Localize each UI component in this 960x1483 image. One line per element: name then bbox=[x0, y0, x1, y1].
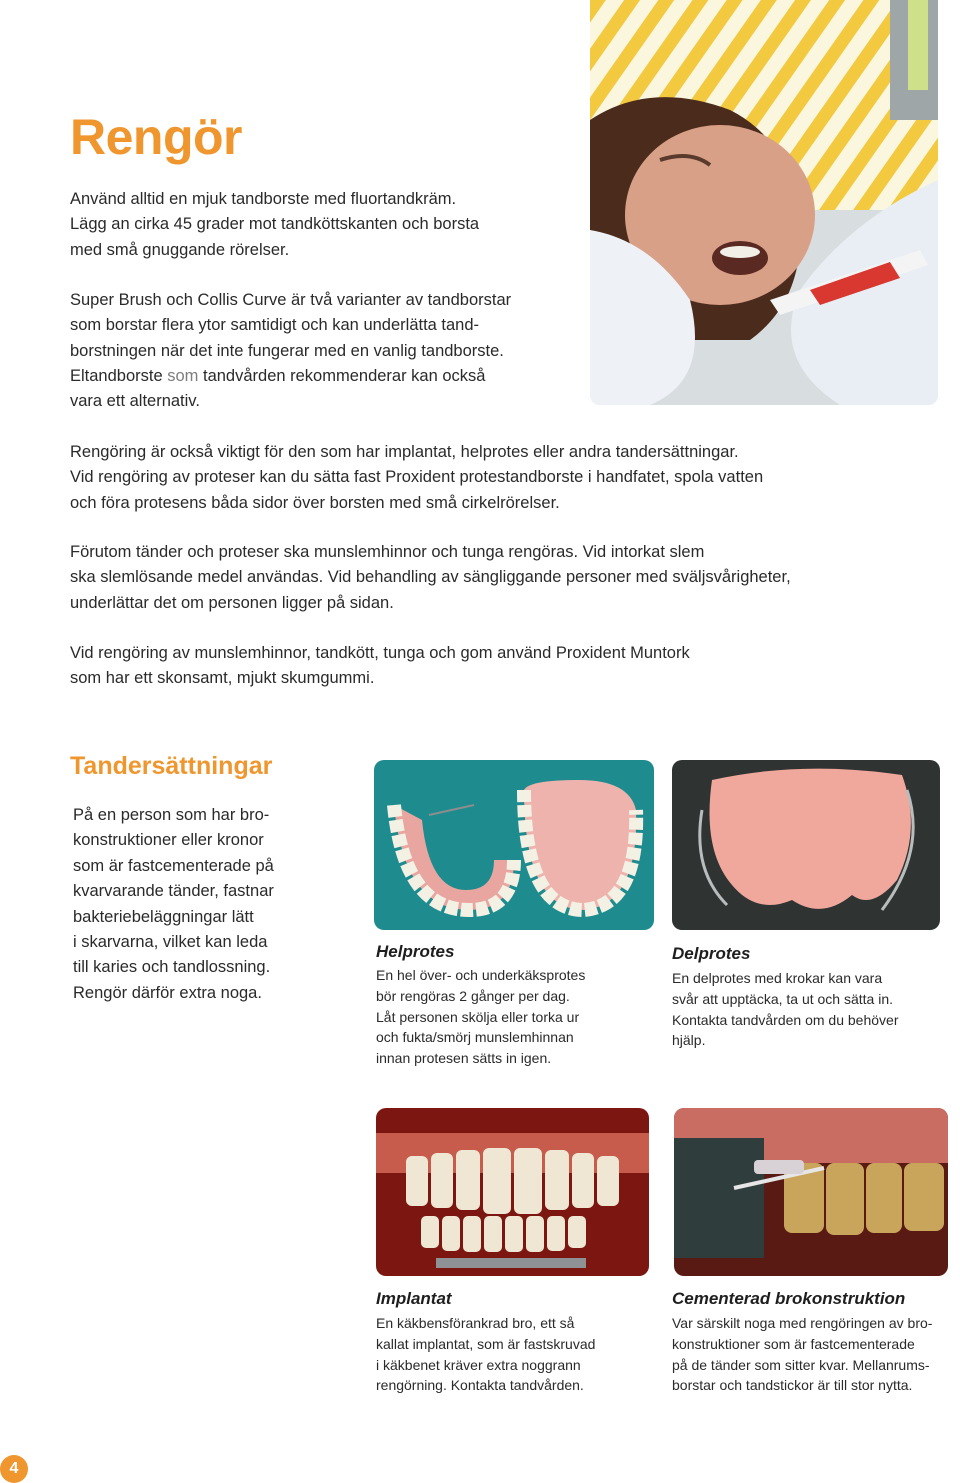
caption-title-implantat: Implantat bbox=[376, 1289, 452, 1308]
caption-title-delprotes: Delprotes bbox=[672, 944, 751, 963]
text-line: Låt personen skölja eller torka ur bbox=[376, 1008, 580, 1025]
intro-paragraph-2 bbox=[70, 288, 511, 414]
page-number: 4 bbox=[0, 1455, 28, 1483]
text-line: Super Brush och Collis Curve är två varianter av tandborstar bbox=[70, 291, 512, 309]
text-line: på de tänder som sitter kvar. Mellanrums- bbox=[672, 1356, 930, 1373]
body-paragraph-3 bbox=[70, 440, 763, 516]
cemented-bridge-illustration bbox=[674, 1108, 948, 1276]
caption-title-helprotes: Helprotes bbox=[376, 942, 455, 961]
text-line: ska slemlösande medel användas. Vid behandling av sängliggande personer med sväljsvårigheter, bbox=[70, 568, 791, 587]
text-line: På en person som har bro- bbox=[73, 806, 270, 824]
text-line: och fukta/smörj munslemhinnan bbox=[376, 1029, 574, 1046]
text-line: kallat implantat, som är fastskruvad bbox=[376, 1335, 596, 1352]
text-line: Använd alltid en mjuk tandborste med fluortandkräm. bbox=[70, 190, 457, 208]
body-paragraph-5 bbox=[70, 641, 690, 692]
caption-title-cementerad: Cementerad brokonstruktion bbox=[672, 1289, 906, 1308]
text-line: till karies och tandlossning. bbox=[73, 958, 271, 977]
implant-illustration bbox=[376, 1108, 649, 1276]
caption-body-cementerad bbox=[672, 1313, 932, 1396]
photo-dental-care bbox=[590, 0, 938, 405]
text-line: borstningen när det inte fungerar med en vanlig tandborste. bbox=[70, 341, 504, 360]
text-line: Var särskilt noga med rengöringen av bro- bbox=[672, 1315, 933, 1331]
text-line: borstar och tandstickor är till stor nytta. bbox=[672, 1377, 913, 1394]
text-line: En käkbensförankrad bro, ett så bbox=[376, 1315, 575, 1331]
text-line: som är fastcementerade på bbox=[73, 856, 274, 875]
caption-body-delprotes bbox=[672, 968, 899, 1051]
text-line: innan protesen sätts in igen. bbox=[376, 1050, 552, 1067]
full-denture-illustration bbox=[374, 760, 654, 930]
text-line: En delprotes med krokar kan vara bbox=[672, 970, 883, 986]
text-line: kvarvarande tänder, fastnar bbox=[73, 882, 274, 901]
section-title: Tandersättningar bbox=[70, 752, 273, 780]
text-line: Vid rengöring av proteser kan du sätta fast Proxident protestandborste i handfatet, spola vatten bbox=[70, 468, 764, 487]
caption-body-implantat bbox=[376, 1313, 595, 1396]
text-line: i skarvarna, vilket kan leda bbox=[73, 933, 268, 952]
dental-care-illustration bbox=[590, 0, 938, 405]
text-line: konstruktioner som är fastcementerade bbox=[672, 1335, 915, 1352]
photo-cementerad bbox=[674, 1108, 948, 1276]
photo-implantat bbox=[376, 1108, 649, 1276]
text-line: hjälp. bbox=[672, 1032, 706, 1049]
text-line: Lägg an cirka 45 grader mot tandköttskanten och borsta bbox=[70, 215, 480, 234]
text-line: i käkbenet kräver extra noggrann bbox=[376, 1356, 581, 1373]
text-line: konstruktioner eller kronor bbox=[73, 831, 264, 850]
text-line: och föra protesens båda sidor över borsten med små cirkelrörelser. bbox=[70, 493, 560, 512]
caption-body-helprotes bbox=[376, 965, 585, 1069]
text-line: Förutom tänder och proteser ska munslemhinnor och tunga rengöras. Vid intorkat slem bbox=[70, 543, 705, 561]
photo-delprotes bbox=[672, 760, 940, 930]
text-line: som har ett skonsamt, mjukt skumgummi. bbox=[70, 669, 375, 688]
text-line: Rengöring är också viktigt för den som har implantat, helprotes eller andra tandersättningar. bbox=[70, 443, 739, 461]
intro-paragraph-1 bbox=[70, 187, 479, 263]
page-title: Rengör bbox=[70, 109, 242, 165]
photo-helprotes bbox=[374, 760, 654, 930]
text-line: som borstar flera ytor samtidigt och kan underlätta tand- bbox=[70, 316, 480, 335]
section-text bbox=[73, 803, 274, 1006]
text-line: underlättar det om personen ligger på sidan. bbox=[70, 593, 394, 612]
text-line: Kontakta tandvården om du behöver bbox=[672, 1011, 899, 1028]
text-line: Vid rengöring av munslemhinnor, tandkött, tunga och gom använd Proxident Muntork bbox=[70, 644, 690, 662]
text-line: rengörning. Kontakta tandvården. bbox=[376, 1377, 584, 1394]
partial-denture-illustration bbox=[672, 760, 940, 930]
text-line: vara ett alternativ. bbox=[70, 392, 200, 411]
text-line: med små gnuggande rörelser. bbox=[70, 240, 290, 259]
text-line: svår att upptäcka, ta ut och sätta in. bbox=[672, 990, 894, 1007]
text-line: bakteriebeläggningar lätt bbox=[73, 907, 254, 926]
text-line: Rengör därför extra noga. bbox=[73, 983, 262, 1002]
body-paragraph-4 bbox=[70, 540, 791, 616]
text-line: Eltandborste som tandvården rekommenderar kan också bbox=[70, 366, 486, 385]
text-line: bör rengöras 2 gånger per dag. bbox=[376, 987, 570, 1004]
text-line: En hel över- och underkäksprotes bbox=[376, 967, 586, 983]
